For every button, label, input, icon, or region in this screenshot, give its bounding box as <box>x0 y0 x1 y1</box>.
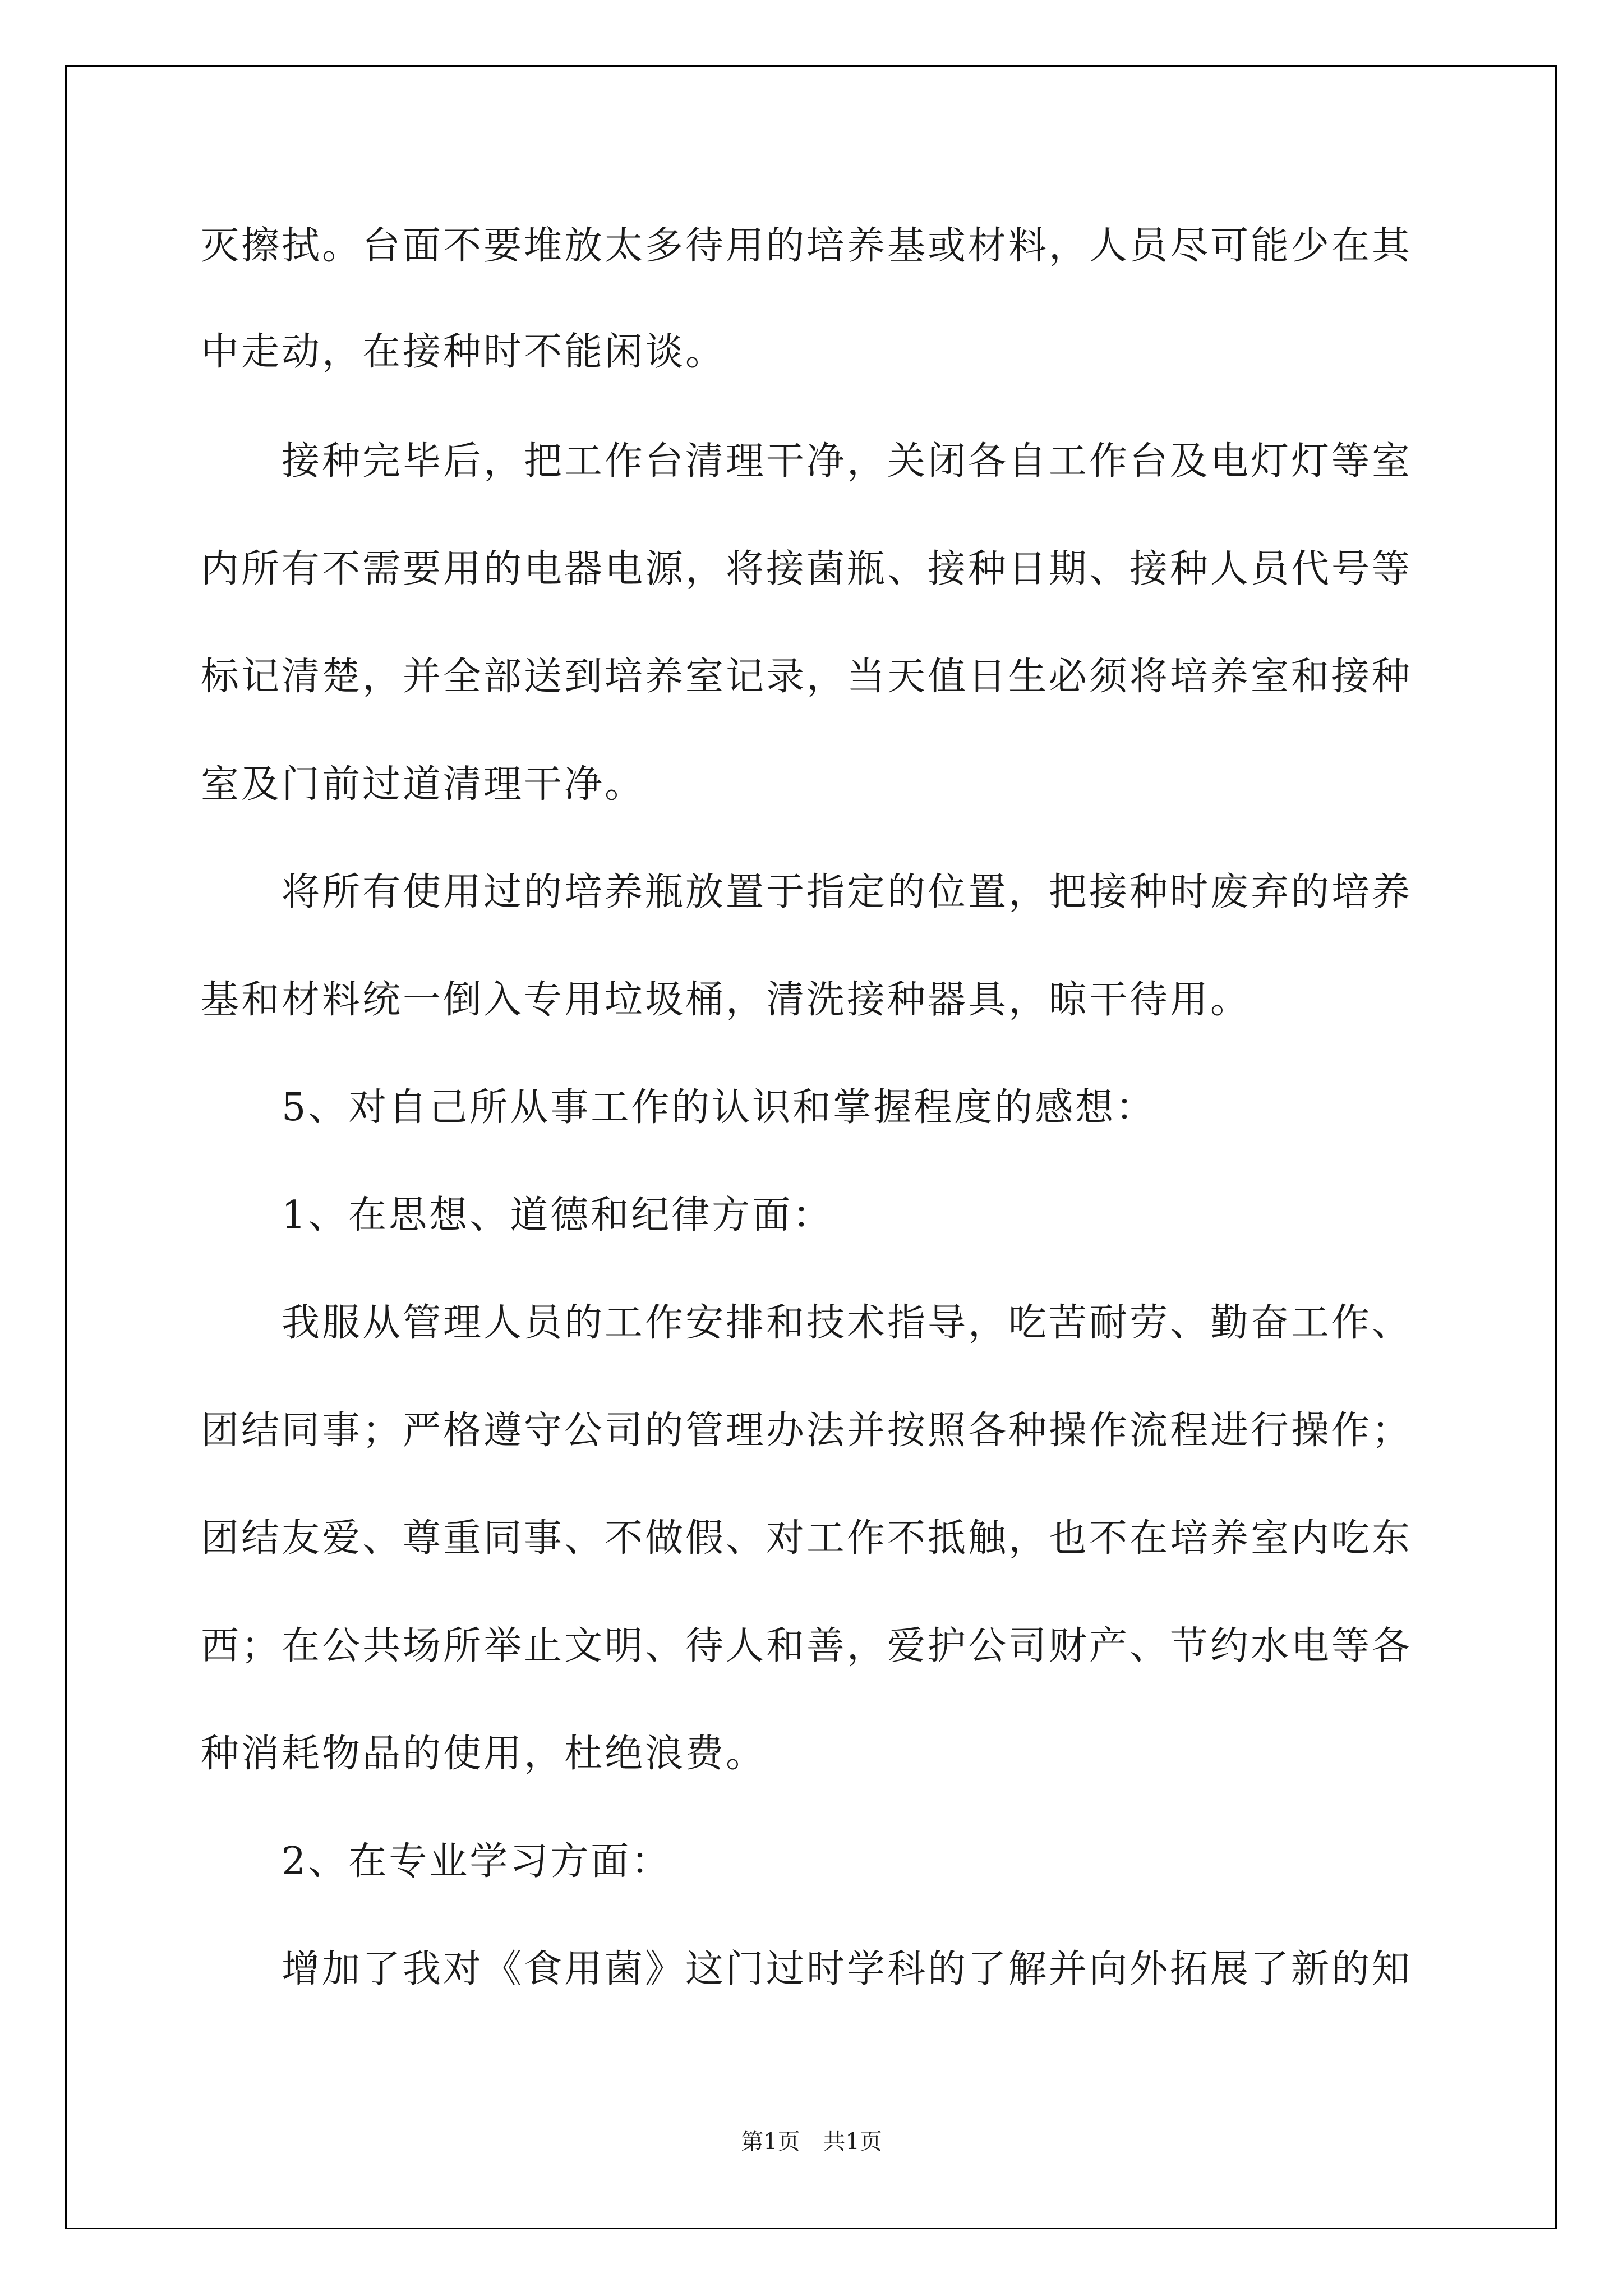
text-line: 灭擦拭。台面不要堆放太多待用的培养基或材料，人员尽可能少在其 <box>201 224 1413 268</box>
text-line: 中走动，在接种时不能闲谈。 <box>201 330 726 374</box>
text-line: 标记清楚，并全部送到培养室记录，当天值日生必须将培养室和接种 <box>201 655 1413 699</box>
text-line: 西；在公共场所举止文明、待人和善，爱护公司财产、节约水电等各 <box>201 1624 1413 1668</box>
page-number: 第1页 <box>741 2129 800 2155</box>
page-footer <box>0 2125 1623 2159</box>
text-line: 室及门前过道清理干净。 <box>201 762 645 807</box>
text-line: 2、在专业学习方面： <box>282 1839 672 1884</box>
text-line: 团结同事；严格遵守公司的管理办法并按照各种操作流程进行操作； <box>201 1409 1413 1453</box>
text-line: 接种完毕后，把工作台清理干净，关闭各自工作台及电灯灯等室 <box>282 439 1413 484</box>
text-line: 5、对自己所从事工作的认识和掌握程度的感想： <box>282 1085 1156 1130</box>
text-line: 内所有不需要用的电器电源，将接菌瓶、接种日期、接种人员代号等 <box>201 547 1413 591</box>
text-line: 将所有使用过的培养瓶放置于指定的位置，把接种时废弃的培养 <box>282 870 1413 914</box>
text-line: 1、在思想、道德和纪律方面： <box>282 1193 833 1237</box>
page-border <box>65 65 1557 2229</box>
page-total: 共1页 <box>823 2129 882 2155</box>
text-line: 增加了我对《食用菌》这门过时学科的了解并向外拓展了新的知 <box>282 1947 1413 1991</box>
text-line: 我服从管理人员的工作安排和技术指导，吃苦耐劳、勤奋工作、 <box>282 1301 1413 1345</box>
text-line: 基和材料统一倒入专用垃圾桶，清洗接种器具，晾干待用。 <box>201 978 1251 1022</box>
text-line: 种消耗物品的使用，杜绝浪费。 <box>201 1732 767 1776</box>
text-line: 团结友爱、尊重同事、不做假、对工作不抵触，也不在培养室内吃东 <box>201 1516 1413 1561</box>
